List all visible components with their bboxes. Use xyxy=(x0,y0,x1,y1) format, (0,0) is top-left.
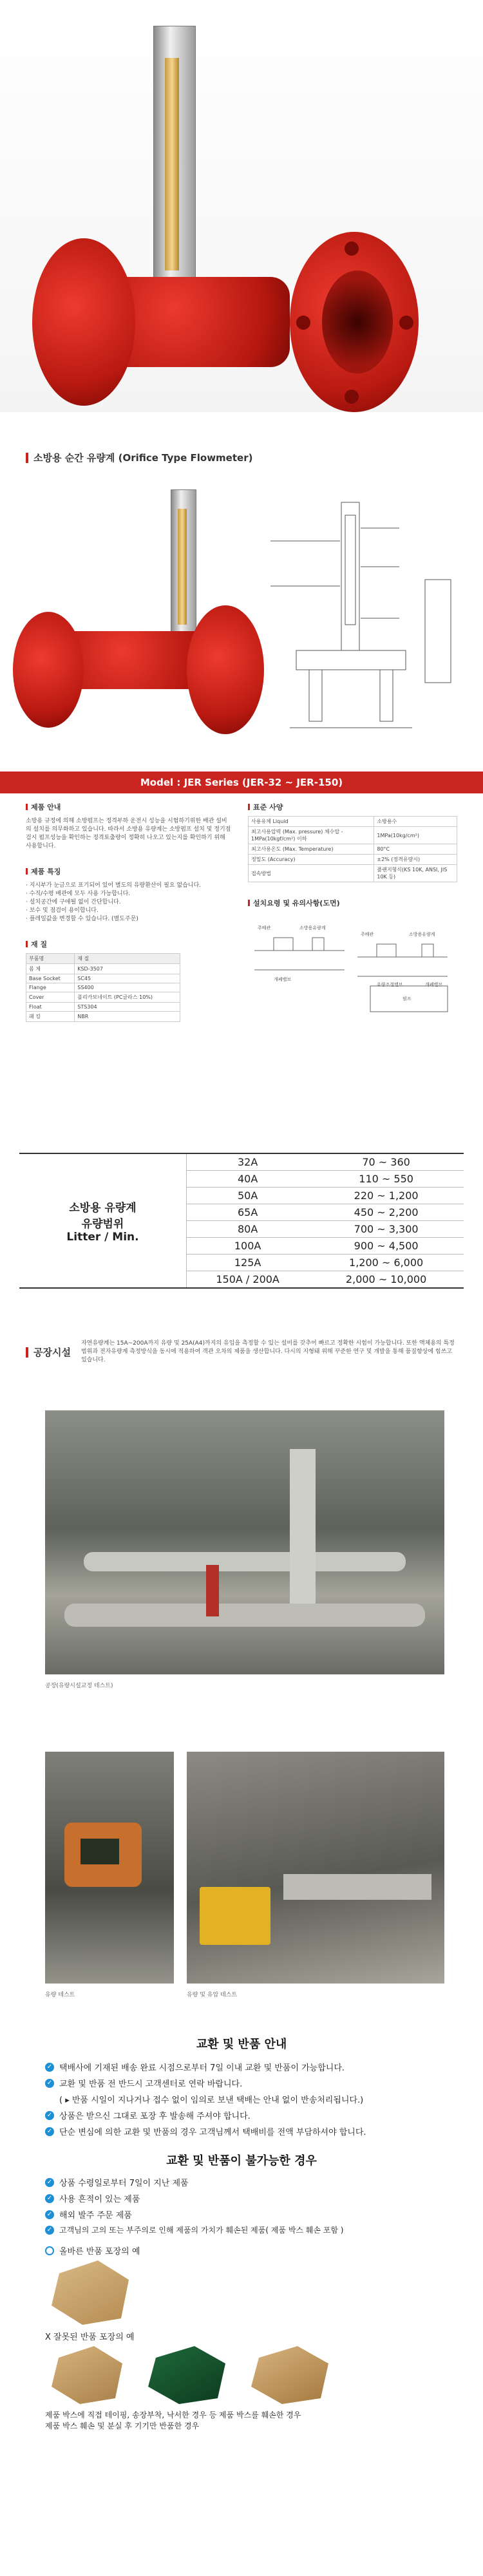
bad-pack-image xyxy=(52,2346,122,2404)
exchange-note xyxy=(45,2093,438,2105)
no-return-text: 사용 흔적이 있는 제품 xyxy=(59,2195,140,2204)
range-label-line: Litter / Min. xyxy=(66,1230,139,1244)
left-flange xyxy=(32,238,135,406)
feature-item: · 지시부가 눈금으로 표기되어 있어 별도의 유량환산이 필요 없습니다. xyxy=(26,882,202,889)
table-cell: Base Socket xyxy=(26,974,75,983)
feature-item: · 설치공간에 구애될 없이 간단합니다. xyxy=(26,899,121,906)
check-icon: ✓ xyxy=(45,2111,54,2120)
install-head: 설치요령 및 유의사항(도면) xyxy=(248,898,457,908)
install-label: 소방용유량계 xyxy=(299,925,326,931)
bolt-hole xyxy=(345,242,359,256)
material-col: 부품명 xyxy=(26,954,75,964)
range-value: 2,000 ~ 10,000 xyxy=(345,1273,427,1285)
bad-pack-image xyxy=(251,2346,328,2404)
material-table xyxy=(26,953,180,1022)
specs-head: 표준 사양 xyxy=(248,802,457,812)
range-value: 700 ~ 3,300 xyxy=(308,1221,464,1238)
table-cell: 패 킹 xyxy=(26,1012,75,1022)
material-head: 재 질 xyxy=(26,939,232,949)
pressure-test-caption: 유량 및 유압 테스트 xyxy=(187,1992,238,1998)
range-value: 450 ~ 2,200 xyxy=(308,1204,464,1221)
table-cell: 플랜지형식(KS 10K, ANSI, JIS 10K 등) xyxy=(374,865,457,882)
no-return-text: 고객님의 고의 또는 부주의로 인해 제품의 가치가 훼손된 제품( 제품 박스 훼손 포함 ) xyxy=(59,2226,344,2235)
bolt-hole xyxy=(345,390,359,404)
no-return-text: 상품 수령일로부터 7일이 지난 제품 xyxy=(59,2179,189,2188)
range-value: 220 ~ 1,200 xyxy=(308,1188,464,1204)
specs-table xyxy=(248,816,457,882)
table-cell: 소방용수 xyxy=(374,817,457,827)
model-bar xyxy=(0,772,483,793)
product-title-section xyxy=(0,451,483,477)
bolt-hole xyxy=(296,316,310,330)
exchange-item xyxy=(45,2125,438,2137)
install-label: 주배관 xyxy=(258,925,271,931)
exchange-text: 택배사에 기재된 배송 완료 시점으로부터 7일 이내 교환 및 반품이 가능합니다. xyxy=(59,2063,345,2073)
check-icon: ✓ xyxy=(45,2127,54,2136)
range-size: 40A xyxy=(187,1171,308,1188)
material-col: 재 질 xyxy=(75,954,180,964)
range-label xyxy=(19,1154,187,1287)
good-pack-image xyxy=(52,2260,129,2325)
table-cell: 80°C xyxy=(374,844,457,855)
bad-pack-image xyxy=(148,2346,225,2404)
table-cell: 1MPa(10kg/cm²) xyxy=(374,827,457,844)
install-diagram xyxy=(248,912,457,1021)
bad-pack-desc: 제품 박스에 직접 테이핑, 송장부착, 낙서한 경우 등 제품 박스를 훼손한 경우 xyxy=(45,2410,301,2420)
flange-bore xyxy=(322,270,393,374)
hero-image xyxy=(0,0,483,412)
description-text: 소방용 규정에 의해 소방펌프는 정격부하 운전시 성능을 시험하기위한 배관 설비의 설치를 의무화하고 있습니다. 따라서 소방용 유량계는 소방펌프 설치 및 정기점검시 펌프성능을 확인하는 정격토출량이 정확히 나오고 있는지를 확인하기 위해 사용합니다. xyxy=(26,818,231,850)
range-size: 100A xyxy=(187,1238,308,1255)
no-return-item xyxy=(45,2208,438,2221)
bad-pack-label xyxy=(45,2330,438,2342)
range-table xyxy=(187,1154,464,1287)
bolt-hole xyxy=(399,316,413,330)
range-label-line: 소방용 유량계 xyxy=(69,1201,137,1215)
table-cell: STS304 xyxy=(75,1003,180,1012)
install-label: 개폐밸브 xyxy=(274,977,292,982)
right-flange xyxy=(187,605,264,734)
check-icon: ✓ xyxy=(45,2079,54,2088)
description-head: 제품 안내 xyxy=(26,802,232,812)
table-cell: Cover xyxy=(26,992,75,1003)
info-section xyxy=(0,802,483,1137)
range-size: 150A / 200A xyxy=(216,1273,279,1285)
exchange-item xyxy=(45,2061,438,2073)
table-cell: KSD-3507 xyxy=(75,964,180,974)
exchange-title: 교환 및 반품 안내 xyxy=(196,2038,287,2051)
install-label: 펌프 xyxy=(402,996,412,1001)
model-line: Model : JER Series (JER-32 ~ JER-150) xyxy=(140,777,343,788)
table-cell: NBR xyxy=(75,1012,180,1022)
install-label: 주배관 xyxy=(361,932,374,937)
table-cell: Flange xyxy=(26,983,75,992)
table-cell: 최고사용온도 (Max. Temperature) xyxy=(249,844,374,855)
no-return-title: 교환 및 반품이 불가능한 경우 xyxy=(166,2154,317,2168)
feature-item: · 수직/수평 배관에 모두 사용 가능합니다. xyxy=(26,891,131,898)
exchange-text: 상품은 받으신 그대로 포장 후 발송해 주셔야 합니다. xyxy=(59,2112,251,2121)
table-cell: 몸 체 xyxy=(26,964,75,974)
factory-caption: 공장(유량시설교정 테스트) xyxy=(45,1683,113,1689)
circle-icon xyxy=(45,2246,54,2255)
no-return-item xyxy=(45,2224,438,2235)
range-size: 65A xyxy=(187,1204,308,1221)
features-list xyxy=(26,882,232,923)
bad-pack-text: X 잘못된 반품 포장의 예 xyxy=(45,2333,135,2342)
features-head: 제품 특징 xyxy=(26,866,232,876)
range-value: 110 ~ 550 xyxy=(308,1171,464,1188)
factory-text: 자연유량계는 15A~200A까지 유량 및 25A(A4)까지의 유입을 측정할 수 있는 설비를 갖추어 빠르고 정확한 시험이 가능합니다. 또한 액체용의 특정범위과 전자유량계 측정방식을 동시에 적용하여 객관 오차의 제품을 생산합니다. 다시의 지형돼 위해 꾸준한 연구 및 개발을 통해 품질향상에 힘쓰고 있습니다. xyxy=(80,1340,455,1364)
check-icon: ✓ xyxy=(45,2194,54,2203)
factory-photo xyxy=(45,1410,444,1674)
check-icon: ✓ xyxy=(45,2210,54,2219)
good-pack-text: 올바른 반품 포장의 예 xyxy=(59,2247,140,2257)
range-size: 125A xyxy=(187,1255,308,1271)
flowmeter-glass xyxy=(178,509,187,625)
no-return-item xyxy=(45,2192,438,2204)
install-label: 소방용유량계 xyxy=(409,932,435,937)
table-cell: 사용유체 Liquid xyxy=(249,817,374,827)
range-size: 50A xyxy=(187,1188,308,1204)
feature-item: · 플레일값을 변경할 수 있습니다. (별도주문) xyxy=(26,916,138,923)
table-cell: SC45 xyxy=(75,974,180,983)
table-cell: SS400 xyxy=(75,983,180,992)
exchange-section xyxy=(0,2035,483,2576)
table-cell: 최고사용압력 (Max. pressure) 체수압 - 1MPa(10kgf/cm²) 이하 xyxy=(249,827,374,844)
range-label-line: 유량범위 xyxy=(81,1217,124,1231)
install-label: 개폐밸브 xyxy=(425,982,443,987)
factory-title: 공장시설 xyxy=(33,1347,71,1359)
range-value: 1,200 ~ 6,000 xyxy=(308,1255,464,1271)
left-flange xyxy=(13,612,84,728)
check-icon: ✓ xyxy=(45,2178,54,2187)
table-cell: 폴리카보네이트 (PC글라스 10%) xyxy=(75,992,180,1003)
product-title: 소방용 순간 유량계 (Orifice Type Flowmeter) xyxy=(33,452,253,464)
range-value: 70 ~ 360 xyxy=(308,1154,464,1171)
range-value: 900 ~ 4,500 xyxy=(308,1238,464,1255)
dimension-diagram xyxy=(270,489,477,741)
no-return-text: 해외 발주 주문 제품 xyxy=(59,2211,132,2221)
exchange-item xyxy=(45,2109,438,2121)
flow-test-photo xyxy=(45,1752,174,1984)
feature-item: · 보수 및 점검이 용이합니다. xyxy=(26,907,99,914)
exchange-text: 단순 변심에 의한 교환 및 반품의 경우 고객님께서 택배비를 전액 부담하셔야 합니다. xyxy=(59,2128,366,2137)
good-pack-label xyxy=(45,2244,438,2257)
check-icon: ✓ xyxy=(45,2226,54,2235)
table-cell: 정밀도 (Accuracy) xyxy=(249,855,374,865)
exchange-item xyxy=(45,2077,438,2089)
table-cell: 접속방법 xyxy=(249,865,374,882)
exchange-text: ( ▸ 반품 시일이 지나거나 접수 없이 임의로 보낸 택배는 안내 없이 반송처리됩니다.) xyxy=(59,2096,364,2105)
range-size: 32A xyxy=(187,1154,308,1171)
table-cell: ±2% (정격유량시) xyxy=(374,855,457,865)
flow-test-caption: 유량 테스트 xyxy=(45,1992,75,1998)
flowmeter-glass xyxy=(165,58,179,270)
product-diagram-section xyxy=(0,483,483,760)
bad-pack-images xyxy=(52,2346,438,2404)
flow-range-section xyxy=(0,1153,483,1294)
install-label: 유량조절밸브 xyxy=(377,982,403,987)
no-return-item xyxy=(45,2176,438,2188)
factory-section xyxy=(0,1340,483,2029)
table-cell: Float xyxy=(26,1003,75,1012)
check-icon: ✓ xyxy=(45,2063,54,2072)
range-size: 80A xyxy=(187,1221,308,1238)
bad-pack-desc: 제품 박스 훼손 및 분실 후 기기만 반품한 경우 xyxy=(45,2421,200,2430)
pressure-test-photo xyxy=(187,1752,444,1984)
exchange-text: 교환 및 반품 전 반드시 고객센터로 연락 바랍니다. xyxy=(59,2079,243,2089)
